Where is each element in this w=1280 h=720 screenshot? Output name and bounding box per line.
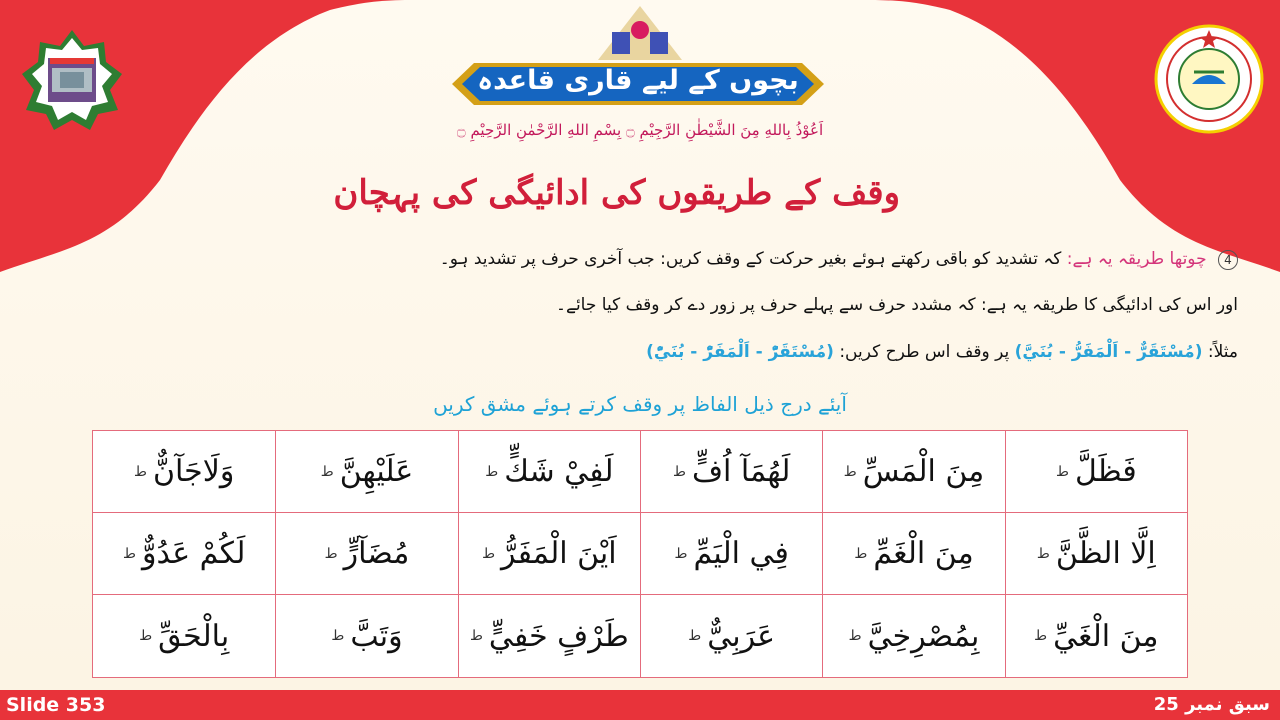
word-cell: وَتَبَّ ط bbox=[275, 595, 457, 677]
word-cell: لَهُمَآ اُفٍّ ط bbox=[640, 431, 822, 513]
method-label: چوتھا طریقہ یہ ہے: bbox=[1066, 249, 1207, 269]
word-cell: بِالْحَقِّ ط bbox=[139, 618, 230, 654]
right-seal-logo bbox=[1154, 24, 1264, 134]
word-cell: فَظَلَّ ط bbox=[1005, 431, 1187, 513]
word-cell: مُضَآرٍّ ط bbox=[275, 513, 457, 595]
example-words-1: (مُسْتَقَرٌّ - اَلْمَفَرُّ - بُنَيَّ) bbox=[1014, 342, 1203, 362]
word-cell: طَرْفٍ خَفِيٍّ ط bbox=[458, 595, 640, 677]
instruction-line-1 bbox=[440, 248, 1238, 270]
instruction-line-2: اور اس کی ادائیگی کا طریقہ یہ ہے: کہ مشدد حرف سے پہلے حرف پر زور دے کر وقف کیا جائے۔ bbox=[556, 295, 1238, 315]
word-cell: لَفِيْ شَكٍّ ط bbox=[458, 431, 640, 513]
slide-number: Slide 353 bbox=[6, 694, 106, 716]
method-number: 4 bbox=[1218, 250, 1238, 270]
word-cell: مِنَ الْغَيِّ ط bbox=[1005, 595, 1187, 677]
word-cell: لَكُمْ عَدُوٌّ ط bbox=[93, 513, 275, 595]
left-emblem-logo bbox=[20, 28, 124, 132]
word-cell: مِنَ الْمَسِّ ط bbox=[822, 431, 1004, 513]
word-cell: مِنَ الْغَمِّ ط bbox=[822, 513, 1004, 595]
page-title: بچوں کے لیے قاری قاعدہ bbox=[477, 65, 799, 96]
example-words-2: (مُسْتَقَرّْ - اَلْمَفَرّْ - بُنَيّْ) bbox=[646, 342, 834, 362]
word-cell: عَرَبِيٌّ ط bbox=[640, 595, 822, 677]
practice-instruction: آیئے درج ذیل الفاظ پر وقف کرتے ہوئے مشق کریں bbox=[433, 392, 847, 416]
lesson-heading: وقف کے طریقوں کی ادائیگی کی پہچان bbox=[333, 173, 900, 213]
lesson-number: سبق نمبر 25 bbox=[1153, 694, 1270, 715]
word-cell: فِي الْيَمِّ ط bbox=[640, 513, 822, 595]
word-cell: عَلَيْهِنَّ ط bbox=[275, 431, 457, 513]
example-line bbox=[646, 342, 1238, 362]
practice-word-grid bbox=[92, 430, 1188, 678]
word-cell: اِلَّا الظَّنَّ ط bbox=[1005, 513, 1187, 595]
word-cell: اَيْنَ الْمَفَرُّ ط bbox=[458, 513, 640, 595]
word-cell: بِمُصْرِخِيَّ ط bbox=[822, 595, 1004, 677]
word-cell: وَلَاجَآنٌّ ط bbox=[93, 431, 275, 513]
bismillah-text: اَعُوْذُ بِاللهِ مِنَ الشَّيْطٰنِ الرَّجِيْمِ ۝ بِسْمِ اللهِ الرَّحْمٰنِ الرَّحِيْمِ ۝ bbox=[456, 121, 824, 139]
example-middle: پر وقف اس طرح کریں: bbox=[839, 342, 1010, 362]
title-ornament bbox=[598, 6, 682, 60]
example-prefix: مثلاً: bbox=[1207, 342, 1238, 362]
method-description: کہ تشدید کو باقی رکھتے ہوئے بغیر حرکت کے وقف کریں: جب آخری حرف پر تشدید ہو۔ bbox=[439, 249, 1062, 269]
